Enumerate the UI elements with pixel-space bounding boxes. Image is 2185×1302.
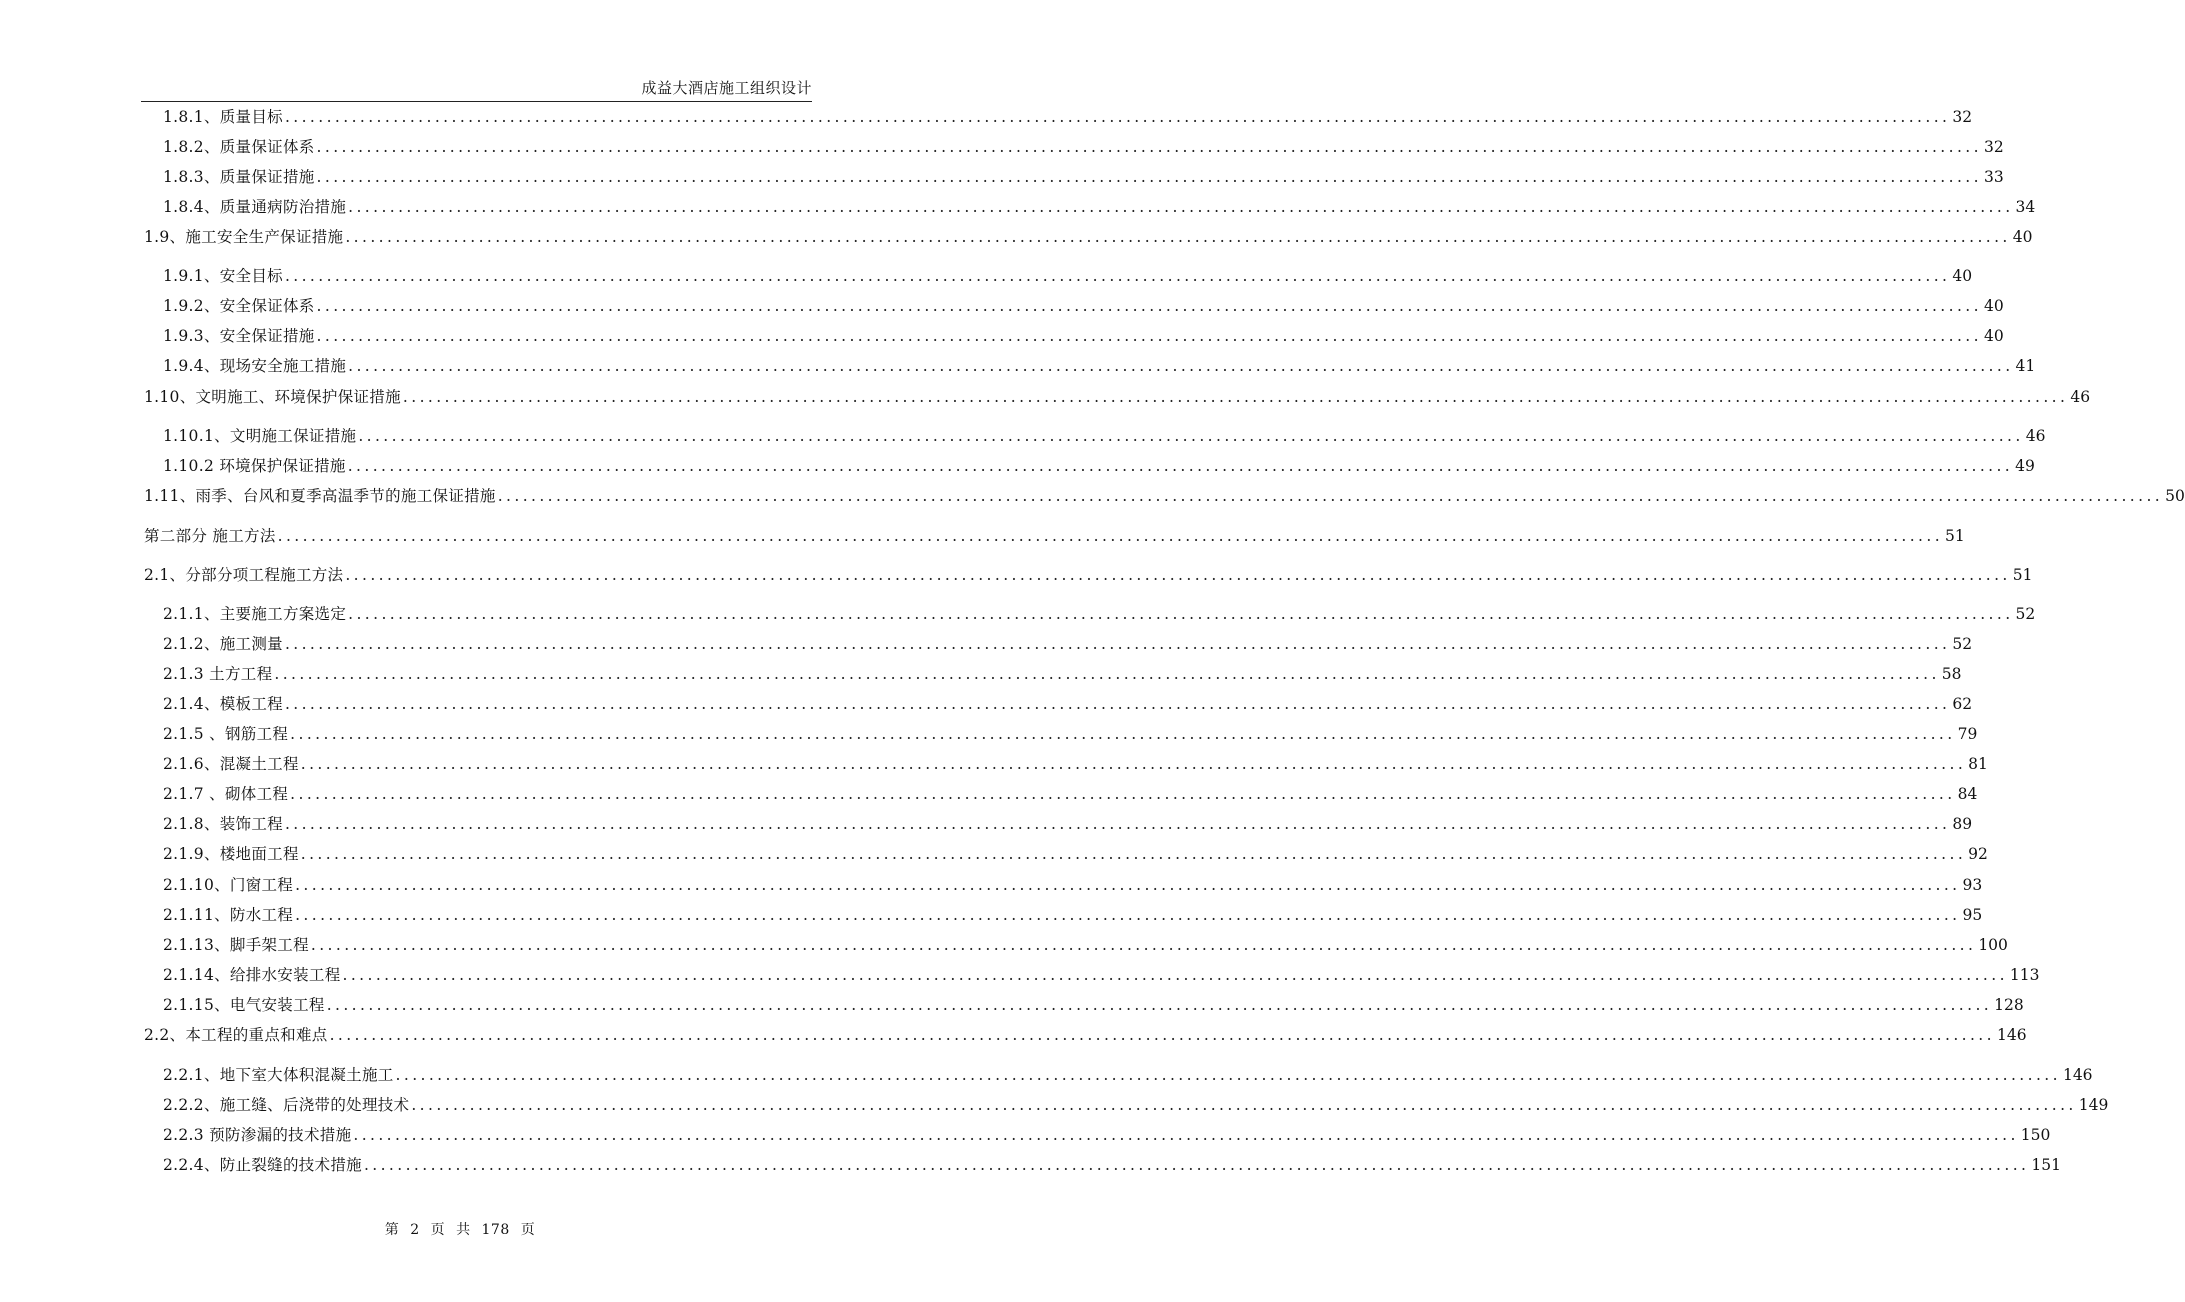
toc-dot-leader: ........................................................................................................................................................................................................ (353, 1126, 2019, 1144)
toc-entry-label: 2.2、本工程的重点和难点 (144, 1026, 328, 1044)
toc-dot-leader: ........................................................................................................................................................................................................ (395, 1066, 2061, 1084)
toc-entry[interactable] (144, 1024, 2027, 1046)
toc-entry[interactable] (163, 813, 1973, 835)
toc-entry-page-number: 81 (1968, 755, 1988, 773)
toc-dot-leader: ........................................................................................................................................................................................................ (300, 845, 1967, 863)
footer-prefix: 第 (384, 1222, 400, 1238)
toc-dot-leader: ........................................................................................................................................................................................................ (316, 168, 1982, 186)
toc-entry-label: 2.1.1、主要施工方案选定 (163, 605, 347, 623)
toc-entry-label: 2.2.3 预防渗漏的技术措施 (163, 1126, 352, 1144)
toc-entry[interactable] (144, 226, 2033, 248)
toc-entry[interactable] (144, 386, 2091, 408)
document-header-title: 成益大酒店施工组织设计 (641, 79, 812, 97)
toc-entry[interactable] (144, 564, 2033, 586)
toc-entry-label: 1.10.2 环境保护保证措施 (163, 457, 346, 475)
toc-entry-label: 1.8.2、质量保证体系 (163, 138, 315, 156)
toc-entry-page-number: 52 (1952, 635, 1973, 653)
toc-entry-page-number: 34 (2015, 198, 2036, 216)
toc-dot-leader: ........................................................................................................................................................................................................ (290, 785, 1956, 803)
toc-entry-label: 2.2.4、防止裂缝的技术措施 (163, 1156, 362, 1174)
toc-entry-page-number: 100 (1978, 936, 2008, 954)
toc-entry-page-number: 40 (1983, 297, 2004, 315)
toc-entry-page-number: 146 (1996, 1026, 2027, 1044)
toc-entry-label: 1.10、文明施工、环境保护保证措施 (144, 388, 401, 406)
toc-entry-label: 1.9.3、安全保证措施 (163, 327, 315, 345)
toc-entry[interactable] (163, 843, 1988, 865)
toc-entry-page-number: 151 (2031, 1156, 2061, 1174)
toc-entry-page-number: 33 (1983, 168, 2004, 186)
toc-dot-leader: ........................................................................................................................................................................................................ (358, 427, 2024, 445)
toc-entry-label: 1.9.4、现场安全施工措施 (163, 357, 347, 375)
toc-entry[interactable] (163, 196, 2036, 218)
toc-entry-page-number: 46 (2025, 427, 2046, 445)
toc-dot-leader: ........................................................................................................................................................................................................ (284, 635, 1951, 653)
toc-dot-leader: ........................................................................................................................................................................................................ (345, 566, 2011, 584)
toc-entry[interactable] (163, 964, 2040, 986)
toc-entry-page-number: 50 (2165, 487, 2185, 505)
toc-dot-leader: ........................................................................................................................................................................................................ (348, 605, 2014, 623)
toc-entry-page-number: 52 (2015, 605, 2036, 623)
footer-total-word: 共 (456, 1222, 471, 1238)
toc-entry[interactable] (163, 325, 2004, 347)
toc-entry-label: 2.2.2、施工缝、后浇带的处理技术 (163, 1096, 410, 1114)
toc-entry[interactable] (163, 994, 2024, 1016)
toc-entry[interactable] (163, 874, 1983, 896)
toc-entry-label: 2.1、分部分项工程施工方法 (144, 566, 344, 584)
toc-entry-page-number: 40 (2012, 228, 2033, 246)
toc-entry-label: 2.1.13、脚手架工程 (163, 936, 309, 954)
toc-entry[interactable] (163, 425, 2046, 447)
toc-entry-label: 2.1.14、给排水安装工程 (163, 966, 341, 984)
toc-entry-page-number: 32 (1952, 108, 1973, 126)
toc-dot-leader: ........................................................................................................................................................................................................ (316, 327, 1982, 345)
footer-total-pages: 178 (481, 1222, 510, 1238)
toc-entry-page-number: 113 (2009, 966, 2040, 984)
toc-entry[interactable] (163, 1154, 2061, 1176)
toc-dot-leader: ........................................................................................................................................................................................................ (363, 1156, 2030, 1174)
toc-dot-leader: ........................................................................................................................................................................................................ (347, 457, 2014, 475)
toc-entry-page-number: 128 (1994, 996, 2024, 1014)
toc-entry-page-number: 95 (1962, 906, 1983, 924)
toc-entry[interactable] (163, 663, 1962, 685)
toc-entry[interactable] (163, 136, 2004, 158)
toc-entry[interactable] (163, 355, 2036, 377)
toc-dot-leader: ........................................................................................................................................................................................................ (310, 936, 1977, 954)
toc-entry[interactable] (163, 783, 1978, 805)
toc-entry[interactable] (163, 1064, 2093, 1086)
toc-entry-label: 1.8.4、质量通病防治措施 (163, 198, 347, 216)
toc-entry[interactable] (144, 525, 1965, 547)
toc-entry-page-number: 40 (1983, 327, 2004, 345)
toc-dot-leader: ........................................................................................................................................................................................................ (342, 966, 2008, 984)
toc-dot-leader: ........................................................................................................................................................................................................ (329, 1026, 1995, 1044)
toc-dot-leader: ........................................................................................................................................................................................................ (300, 755, 1967, 773)
toc-entry-label: 2.1.5 、钢筋工程 (163, 725, 289, 743)
toc-entry-page-number: 84 (1957, 785, 1978, 803)
page-footer (0, 1219, 920, 1239)
toc-entry[interactable] (163, 904, 1983, 926)
toc-entry-label: 2.1.11、防水工程 (163, 906, 294, 924)
toc-dot-leader: ........................................................................................................................................................................................................ (402, 388, 2069, 406)
footer-page-word: 页 (430, 1222, 446, 1238)
toc-entry-page-number: 149 (2078, 1096, 2109, 1114)
toc-entry-label: 第二部分 施工方法 (144, 527, 276, 545)
toc-entry-label: 2.1.10、门窗工程 (163, 876, 294, 894)
toc-dot-leader: ........................................................................................................................................................................................................ (295, 906, 1961, 924)
toc-entry-page-number: 41 (2015, 357, 2036, 375)
toc-entry-label: 1.9、施工安全生产保证措施 (144, 228, 344, 246)
toc-entry[interactable] (163, 753, 1988, 775)
toc-entry-page-number: 49 (2015, 457, 2035, 475)
toc-dot-leader: ........................................................................................................................................................................................................ (348, 198, 2014, 216)
toc-entry-page-number: 79 (1957, 725, 1978, 743)
toc-entry[interactable] (163, 1124, 2051, 1146)
toc-entry-page-number: 32 (1983, 138, 2004, 156)
toc-dot-leader: ........................................................................................................................................................................................................ (411, 1096, 2077, 1114)
toc-entry[interactable] (163, 603, 2036, 625)
toc-entry-label: 1.9.2、安全保证体系 (163, 297, 315, 315)
toc-entry-label: 1.11、雨季、台风和夏季高温季节的施工保证措施 (144, 487, 496, 505)
toc-entry[interactable] (163, 1094, 2109, 1116)
toc-entry[interactable] (163, 166, 2004, 188)
toc-entry-page-number: 58 (1941, 665, 1962, 683)
toc-entry-label: 1.10.1、文明施工保证措施 (163, 427, 357, 445)
toc-dot-leader: ........................................................................................................................................................................................................ (345, 228, 2011, 246)
toc-entry-label: 2.2.1、地下室大体积混凝土施工 (163, 1066, 394, 1084)
toc-dot-leader: ........................................................................................................................................................................................................ (284, 267, 1951, 285)
toc-entry-page-number: 51 (1945, 527, 1965, 545)
toc-entry-page-number: 46 (2070, 388, 2091, 406)
toc-dot-leader: ........................................................................................................................................................................................................ (348, 357, 2014, 375)
toc-entry-label: 2.1.4、模板工程 (163, 695, 283, 713)
toc-dot-leader: ........................................................................................................................................................................................................ (277, 527, 1944, 545)
toc-entry-label: 2.1.8、装饰工程 (163, 815, 283, 833)
toc-entry[interactable] (163, 723, 1978, 745)
toc-entry-label: 1.9.1、安全目标 (163, 267, 283, 285)
toc-dot-leader: ........................................................................................................................................................................................................ (326, 996, 1993, 1014)
toc-entry[interactable] (163, 295, 2004, 317)
toc-entry[interactable] (163, 633, 1973, 655)
toc-dot-leader: ........................................................................................................................................................................................................ (316, 297, 1982, 315)
toc-entry-label: 2.1.3 土方工程 (163, 665, 273, 683)
toc-entry[interactable] (163, 106, 1973, 128)
toc-dot-leader: ........................................................................................................................................................................................................ (284, 695, 1951, 713)
toc-entry-page-number: 92 (1968, 845, 1988, 863)
toc-dot-leader: ........................................................................................................................................................................................................ (497, 487, 2164, 505)
toc-entry[interactable] (163, 455, 2035, 477)
toc-dot-leader: ........................................................................................................................................................................................................ (284, 815, 1951, 833)
toc-entry-label: 1.8.1、质量目标 (163, 108, 283, 126)
toc-entry-page-number: 89 (1952, 815, 1973, 833)
toc-dot-leader: ........................................................................................................................................................................................................ (284, 108, 1951, 126)
footer-suffix: 页 (520, 1222, 536, 1238)
footer-current-page: 2 (410, 1222, 420, 1238)
toc-dot-leader: ........................................................................................................................................................................................................ (295, 876, 1961, 894)
toc-entry[interactable] (163, 693, 1973, 715)
toc-dot-leader: ........................................................................................................................................................................................................ (290, 725, 1956, 743)
toc-dot-leader: ........................................................................................................................................................................................................ (274, 665, 1940, 683)
toc-entry[interactable] (163, 934, 2008, 956)
toc-entry[interactable] (144, 485, 2185, 507)
toc-entry-page-number: 150 (2020, 1126, 2051, 1144)
toc-entry-page-number: 51 (2012, 566, 2033, 584)
toc-entry-page-number: 62 (1952, 695, 1973, 713)
toc-entry-label: 2.1.2、施工测量 (163, 635, 283, 653)
toc-entry-label: 2.1.7 、砌体工程 (163, 785, 289, 803)
toc-dot-leader: ........................................................................................................................................................................................................ (316, 138, 1982, 156)
toc-entry-page-number: 93 (1962, 876, 1983, 894)
toc-entry-label: 2.1.15、电气安装工程 (163, 996, 325, 1014)
toc-entry[interactable] (163, 265, 1973, 287)
toc-entry-label: 1.8.3、质量保证措施 (163, 168, 315, 186)
toc-entry-page-number: 146 (2062, 1066, 2093, 1084)
toc-entry-page-number: 40 (1952, 267, 1973, 285)
toc-entry-label: 2.1.6、混凝土工程 (163, 755, 299, 773)
toc-entry-label: 2.1.9、楼地面工程 (163, 845, 299, 863)
